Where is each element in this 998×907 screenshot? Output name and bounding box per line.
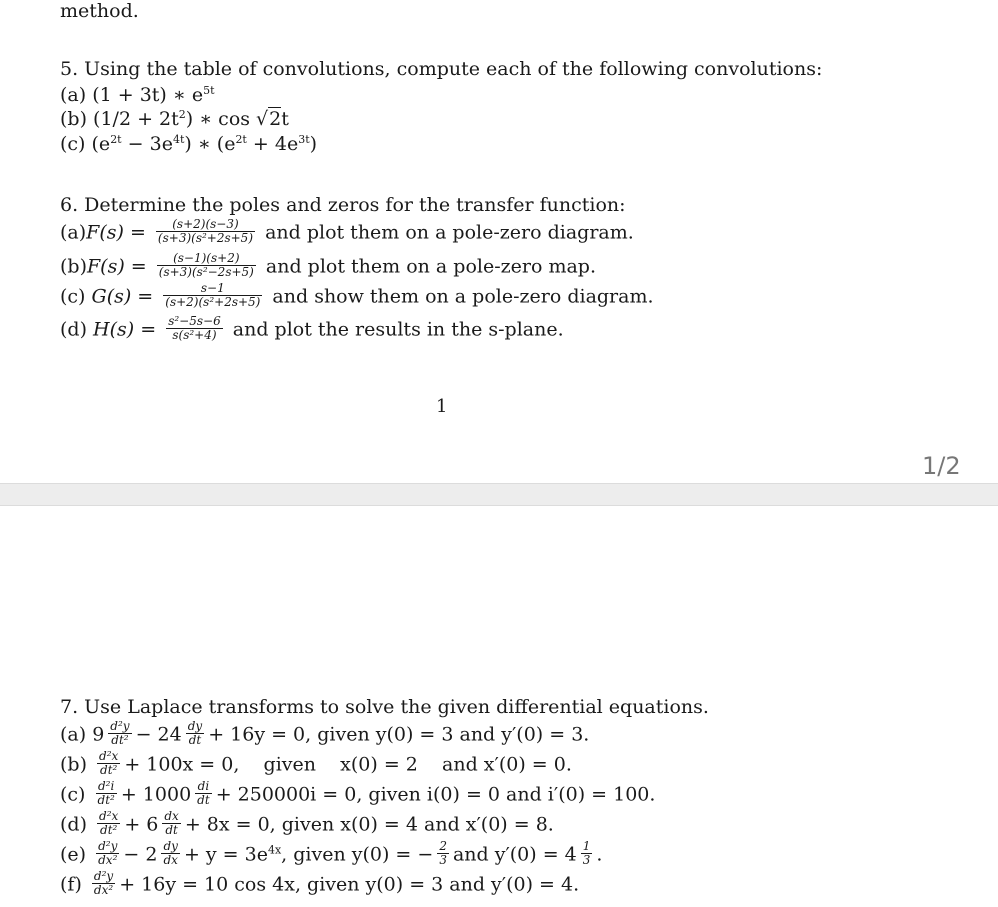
fraction	[161, 840, 179, 867]
q7-part-b	[60, 749, 572, 779]
tail-text: + 16y = 0, given y(0) = 3 and y′(0) = 3.	[208, 723, 590, 746]
q5-part-b	[60, 108, 289, 130]
fraction	[581, 840, 593, 867]
tail-text: + 8x = 0, given x(0) = 4 and x′(0) = 8.	[184, 813, 554, 836]
function-name: F(s) =	[86, 221, 146, 244]
page-number: 1	[436, 396, 448, 417]
expr: − 2	[123, 843, 158, 866]
expr-sup: 5t	[203, 84, 215, 97]
expr-sup: 2	[178, 108, 186, 121]
fraction	[195, 780, 212, 807]
part-label: (a)	[60, 723, 87, 746]
numerator: d²y	[93, 869, 114, 883]
expr-sup: 4t	[172, 133, 185, 146]
expr: )	[309, 133, 318, 155]
denominator: dt²	[97, 823, 120, 837]
part-label: (d)	[60, 318, 87, 341]
tail-text: + 16y = 10 cos 4x, given y(0) = 3 and y′(0) = 4.	[119, 873, 580, 896]
tail-text: and y′(0) = 4	[452, 843, 577, 866]
expr: ) ∗ (e	[184, 133, 236, 155]
denominator: (s+3)(s²+2s+5)	[157, 231, 254, 245]
expr: − 24	[135, 723, 182, 746]
fraction	[96, 840, 119, 867]
fraction	[96, 780, 117, 807]
tail-text: .	[596, 843, 603, 866]
q7-part-d	[60, 809, 554, 839]
numerator: d²y	[98, 839, 118, 853]
q7-part-f	[60, 869, 580, 899]
expr: (1/2 + 2t	[93, 108, 179, 130]
expr: t	[281, 108, 289, 130]
denominator: dx²	[96, 853, 119, 867]
expr-sup: 4x	[267, 843, 282, 857]
part-label: (f)	[60, 873, 82, 896]
denominator: dx	[161, 853, 179, 867]
part-label: (a)	[60, 221, 87, 244]
expr: (e	[91, 133, 111, 155]
fraction	[437, 840, 449, 867]
numerator: d²y	[110, 719, 130, 733]
coefficient: 9	[92, 723, 105, 746]
expr: (1 + 3t) ∗ e	[92, 84, 204, 106]
denominator: dt	[197, 793, 210, 807]
denominator: dt²	[108, 733, 131, 747]
numerator: dy	[187, 719, 203, 733]
fraction	[97, 750, 120, 777]
part-label: (b)	[60, 753, 87, 776]
fraction	[157, 252, 256, 279]
page-indicator: 1/2	[922, 452, 961, 480]
function-name: H(s) =	[93, 318, 157, 341]
fraction	[92, 870, 115, 897]
q6-part-a	[60, 217, 634, 247]
part-label: (e)	[60, 843, 87, 866]
expr-sup: 2t	[110, 133, 122, 146]
q5-part-a	[60, 84, 215, 106]
denominator: s(s²+4)	[166, 328, 223, 342]
q5-part-c	[60, 133, 317, 155]
numerator: d²i	[98, 779, 115, 793]
tail-text: , given y(0) = −	[281, 843, 434, 866]
tail-text: + 250000i = 0, given i(0) = 0 and i′(0) = 100.	[215, 783, 656, 806]
denominator: dx²	[92, 883, 115, 897]
denominator: dt²	[97, 763, 120, 777]
numerator: 2	[439, 839, 447, 853]
denominator: (s+3)(s²−2s+5)	[158, 265, 254, 279]
top-text: method.	[60, 0, 139, 22]
numerator: s−1	[200, 281, 225, 295]
numerator: d²x	[99, 749, 119, 763]
q6-heading: 6. Determine the poles and zeros for the transfer function:	[60, 194, 626, 216]
fraction	[97, 810, 120, 837]
denominator: dt²	[97, 793, 115, 807]
expr: + 4e	[246, 133, 299, 155]
q7-part-c	[60, 779, 656, 809]
function-name: G(s) =	[91, 285, 154, 308]
part-label: (c)	[60, 285, 86, 308]
expr: − 3e	[121, 133, 173, 155]
expr-sup: 2t	[235, 133, 247, 146]
expr: ) ∗ cos √	[185, 108, 269, 130]
denominator: 3	[439, 853, 447, 867]
numerator: dx	[164, 809, 179, 823]
numerator: dy	[163, 839, 178, 853]
radicand: 2	[269, 108, 282, 130]
fraction	[162, 810, 180, 837]
numerator: di	[197, 779, 210, 793]
tail-text: and plot them on a pole-zero map.	[265, 255, 596, 278]
part-label: (a)	[60, 84, 87, 106]
part-label: (d)	[60, 813, 87, 836]
expr: + 1000	[120, 783, 192, 806]
numerator: (s−1)(s+2)	[173, 251, 240, 265]
function-name: F(s) =	[87, 255, 147, 278]
fraction	[163, 282, 262, 309]
tail-text: and plot the results in the s-plane.	[232, 318, 564, 341]
denominator: dt	[162, 823, 180, 837]
part-label: (b)	[60, 108, 87, 130]
tail-text: + 100x = 0, given x(0) = 2 and x′(0) = 0.	[124, 753, 572, 776]
numerator: d²x	[99, 809, 119, 823]
q6-part-b	[60, 251, 596, 281]
tail-text: + y = 3e	[183, 843, 268, 866]
fraction	[156, 218, 255, 245]
expr-sup: 3t	[298, 133, 310, 146]
numerator: 1	[582, 839, 591, 853]
part-label: (b)	[60, 255, 87, 278]
q7-part-a	[60, 719, 590, 749]
page-separator	[0, 483, 998, 506]
tail-text: and show them on a pole-zero diagram.	[272, 285, 654, 308]
numerator: (s+2)(s−3)	[172, 217, 239, 231]
denominator: 3	[582, 853, 591, 867]
document-page-2	[0, 506, 998, 907]
tail-text: and plot them on a pole-zero diagram.	[265, 221, 634, 244]
denominator: (s+2)(s²+2s+5)	[165, 295, 261, 309]
fraction	[108, 720, 131, 747]
numerator: s²−5s−6	[168, 314, 221, 328]
expr: + 6	[124, 813, 159, 836]
fraction	[186, 720, 204, 747]
q6-part-c	[60, 281, 654, 311]
q5-heading: 5. Using the table of convolutions, compute each of the following convolutions:	[60, 58, 823, 80]
part-label: (c)	[60, 133, 86, 155]
part-label: (c)	[60, 783, 86, 806]
denominator: dt	[186, 733, 204, 747]
q6-part-d	[60, 314, 564, 344]
q7-part-e	[60, 839, 603, 869]
fraction	[166, 315, 223, 342]
q7-heading: 7. Use Laplace transforms to solve the given differential equations.	[60, 696, 709, 718]
